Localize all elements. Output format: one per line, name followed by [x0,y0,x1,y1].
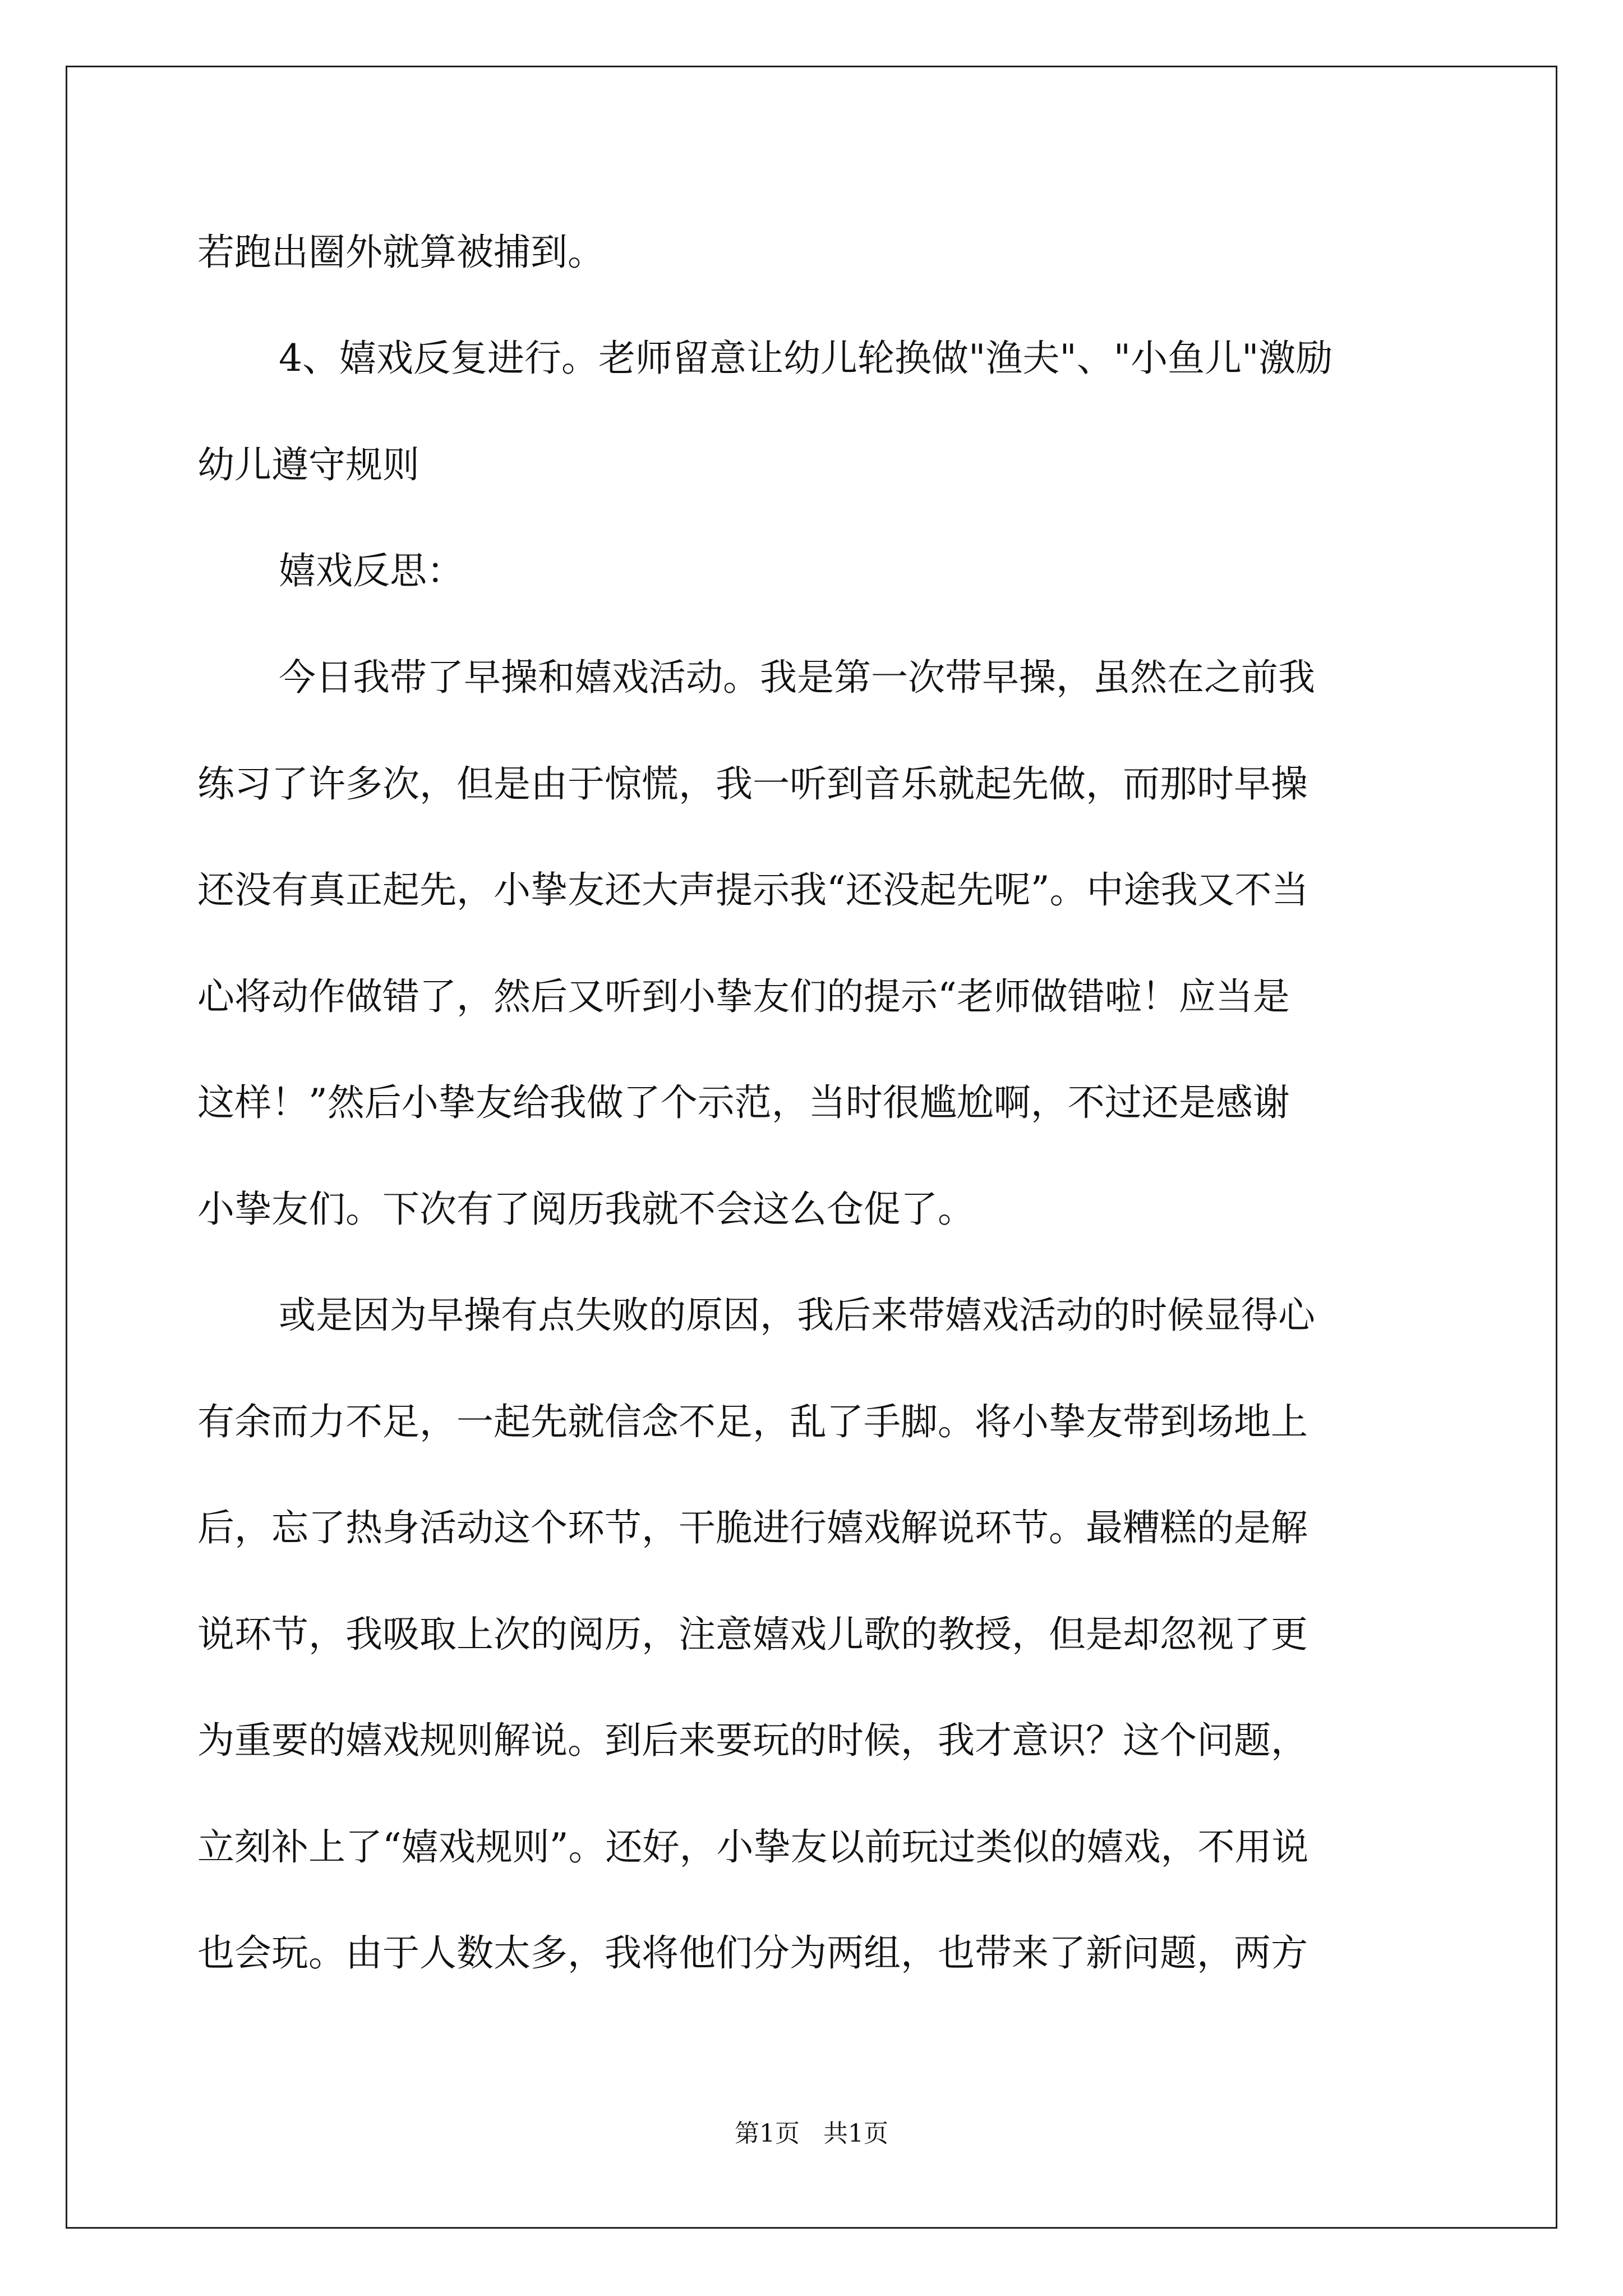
text-line-7: 还没有真正起先，小挚友还大声提示我“还没起先呢”。中途我又不当 [197,868,1309,912]
text-line-3: 幼儿遵守规则 [197,443,419,486]
text-line-9: 这样！”然后小挚友给我做了个示范，当时很尴尬啊，不过还是感谢 [197,1081,1290,1124]
text-line-10: 小挚友们。下次有了阅历我就不会这么仓促了。 [197,1188,975,1231]
text-line-15: 为重要的嬉戏规则解说。到后来要玩的时候，我才意识？这个问题， [197,1719,1308,1762]
text-line-17: 也会玩。由于人数太多，我将他们分为两组，也带来了新问题，两方 [197,1931,1308,1975]
text-line-1: 若跑出圈外就算被捕到。 [197,231,605,274]
text-line-6: 练习了许多次，但是由于惊慌，我一听到音乐就起先做，而那时早操 [197,762,1308,806]
text-line-8: 心将动作做错了，然后又听到小挚友们的提示“老师做错啦！应当是 [197,975,1290,1018]
text-line-12: 有余而力不足，一起先就信念不足，乱了手脚。将小挚友带到场地上 [197,1400,1308,1443]
text-line-13: 后，忘了热身活动这个环节，干脆进行嬉戏解说环节。最糟糕的是解 [197,1506,1308,1549]
text-line-11: 或是因为早操有点失败的原因，我后来带嬉戏活动的时候显得心 [279,1294,1315,1337]
text-line-5: 今日我带了早操和嬉戏活动。我是第一次带早操，虽然在之前我 [279,656,1315,699]
text-line-4: 嬉戏反思： [279,549,464,592]
text-line-2: 4、嬉戏反复进行。老师留意让幼儿轮换做"渔夫"、"小鱼儿"激励 [279,337,1333,380]
page-number-footer: 第1页 共1页 [735,2119,888,2148]
text-line-16: 立刻补上了“嬉戏规则”。还好，小挚友以前玩过类似的嬉戏，不用说 [197,1825,1309,1869]
text-line-14: 说环节，我吸取上次的阅历，注意嬉戏儿歌的教授，但是却忽视了更 [197,1613,1308,1656]
page-border [66,66,1557,2229]
